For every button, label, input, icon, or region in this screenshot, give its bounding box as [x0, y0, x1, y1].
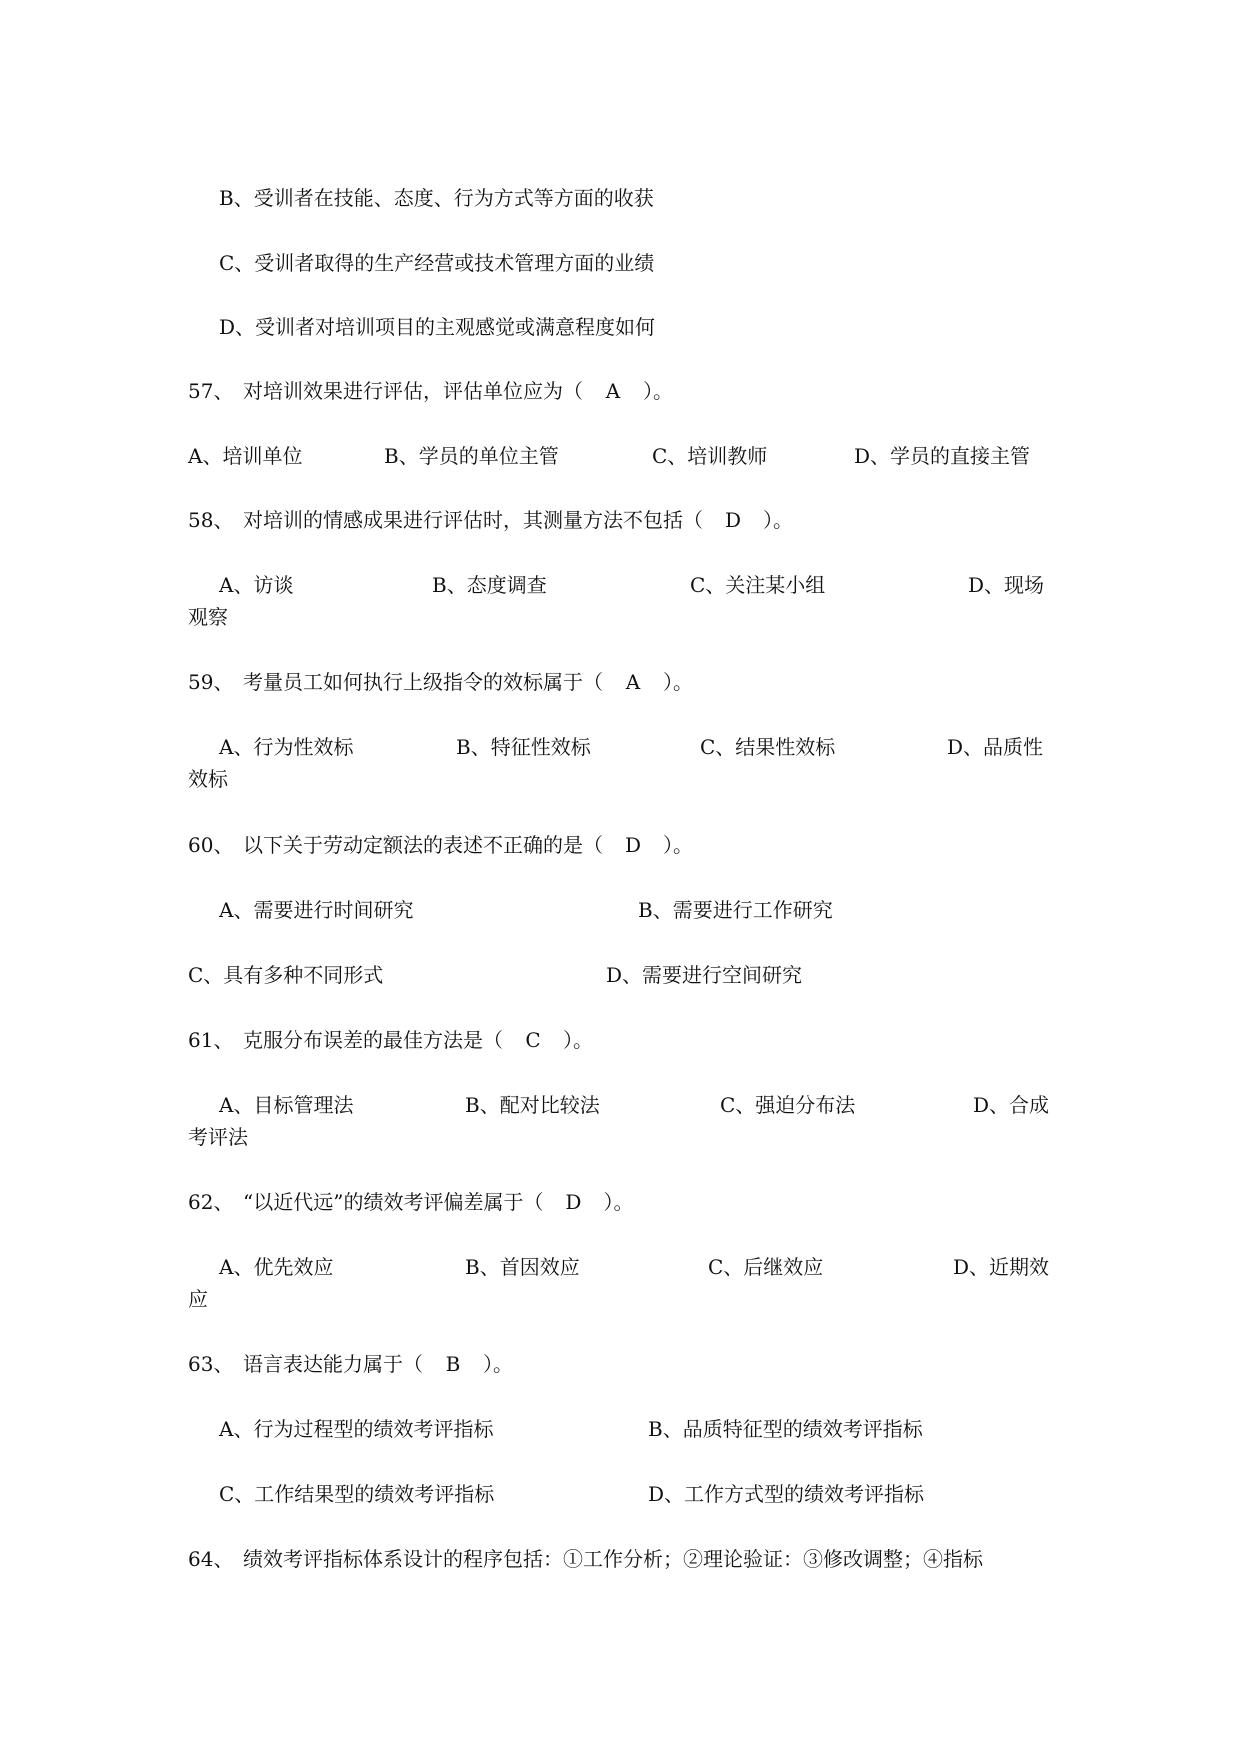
question-61 [188, 1027, 1088, 1053]
option-wrap: 效标 [188, 767, 228, 791]
question-stem-end: ）。 [603, 1190, 634, 1214]
question-stem-end: ）。 [563, 1028, 593, 1052]
option-c: C、后继效应 [708, 1255, 824, 1279]
question-stem-end: ）。 [763, 508, 793, 532]
question-64 [188, 1546, 1088, 1572]
option-a: A、需要进行时间研究 [219, 898, 414, 922]
option-a: A、行为过程型的绩效考评指标 [219, 1417, 494, 1441]
question-60 [188, 832, 1088, 858]
question-stem: 克服分布误差的最佳方法是（ [243, 1028, 503, 1052]
question-number: 63、 [188, 1352, 234, 1376]
question-stem-end: ）。 [643, 379, 673, 403]
options-row [188, 962, 1088, 988]
question-stem: 对培训效果进行评估，评估单位应为（ [243, 379, 583, 403]
question-63 [188, 1351, 1088, 1377]
option-a: A、培训单位 [188, 444, 303, 468]
option-wrap: 考评法 [188, 1125, 248, 1149]
question-stem-end: ）。 [663, 670, 693, 694]
option-b: B、需要进行工作研究 [638, 898, 833, 922]
answer-letter: C [525, 1028, 541, 1052]
answer-letter: A [605, 379, 621, 403]
question-stem: 绩效考评指标体系设计的程序包括：①工作分析；②理论验证：③修改调整；④指标 [243, 1547, 983, 1571]
question-stem: 对培训的情感成果进行评估时，其测量方法不包括（ [243, 508, 703, 532]
option-a: A、目标管理法 [219, 1093, 354, 1117]
option-a: A、行为性效标 [219, 735, 354, 759]
question-stem: 语言表达能力属于（ [243, 1352, 423, 1376]
option-c: C、培训教师 [652, 444, 768, 468]
option-c: C、关注某小组 [690, 573, 826, 597]
option-b: B、首因效应 [465, 1255, 580, 1279]
option-b: B、特征性效标 [456, 735, 591, 759]
options-row [188, 1092, 1088, 1118]
question-59 [188, 669, 1088, 695]
option-d: D、工作方式型的绩效考评指标 [648, 1482, 925, 1506]
option-d: D、品质性 [947, 735, 1044, 759]
question-stem-end: ）。 [483, 1352, 513, 1376]
option-c: C、结果性效标 [700, 735, 836, 759]
option-b: B、品质特征型的绩效考评指标 [648, 1417, 923, 1441]
answer-letter: D [565, 1190, 582, 1214]
options-row [188, 734, 1088, 760]
option-d: D、现场 [968, 573, 1045, 597]
options-row [188, 443, 1088, 469]
option-line: C、受训者取得的生产经营或技术管理方面的业绩 [219, 251, 655, 275]
question-stem-end: ）。 [663, 833, 693, 857]
options-row [188, 1416, 1088, 1442]
answer-letter: D [724, 508, 742, 532]
option-line: B、受训者在技能、态度、行为方式等方面的收获 [219, 186, 654, 210]
options-row [188, 1481, 1088, 1507]
question-number: 61、 [188, 1028, 234, 1052]
question-number: 60、 [188, 833, 234, 857]
answer-letter: D [624, 833, 642, 857]
question-number: 64、 [188, 1547, 234, 1571]
answer-letter: A [625, 670, 641, 694]
option-line: D、受训者对培训项目的主观感觉或满意程度如何 [219, 315, 656, 339]
option-d: D、需要进行空间研究 [606, 963, 803, 987]
option-b: B、学员的单位主管 [384, 444, 559, 468]
option-b: B、态度调查 [432, 573, 547, 597]
question-number: 59、 [188, 670, 234, 694]
option-c: C、强迫分布法 [720, 1093, 856, 1117]
answer-letter: B [445, 1352, 461, 1376]
option-a: A、优先效应 [219, 1255, 334, 1279]
question-number: 57、 [188, 379, 234, 403]
options-row [188, 572, 1088, 598]
options-row [188, 897, 1088, 923]
question-number: 62、 [188, 1190, 234, 1214]
option-b: B、配对比较法 [465, 1093, 600, 1117]
option-wrap: 观察 [188, 605, 228, 629]
option-c: C、具有多种不同形式 [188, 963, 384, 987]
question-stem: “以近代远”的绩效考评偏差属于（ [243, 1190, 544, 1214]
option-wrap: 应 [188, 1287, 208, 1311]
question-62 [188, 1189, 1088, 1215]
option-c: C、工作结果型的绩效考评指标 [219, 1482, 495, 1506]
question-stem: 考量员工如何执行上级指令的效标属于（ [243, 670, 603, 694]
option-a: A、访谈 [219, 573, 294, 597]
question-number: 58、 [188, 508, 234, 532]
question-stem: 以下关于劳动定额法的表述不正确的是（ [243, 833, 603, 857]
question-57 [188, 378, 1088, 404]
options-row [188, 1254, 1088, 1280]
option-d: D、学员的直接主管 [854, 444, 1031, 468]
question-58 [188, 507, 1088, 533]
option-d: D、合成 [973, 1093, 1050, 1117]
option-d: D、近期效 [953, 1255, 1050, 1279]
